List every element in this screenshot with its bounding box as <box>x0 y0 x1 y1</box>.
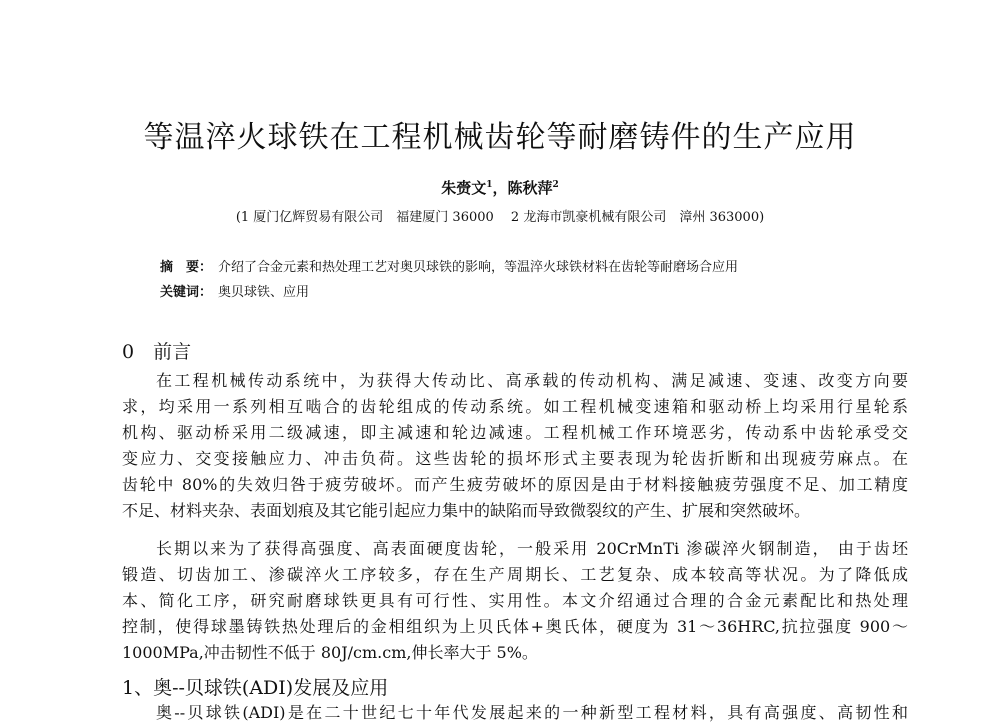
section-heading: 0 前言 <box>122 341 192 363</box>
text-line: 控制，使得球墨铸铁热处理后的金相组织为上贝氏体+奥氏体，硬度为 31～36HRC,抗拉强度 900～ <box>122 617 908 636</box>
affiliation-mark: 2 <box>552 180 559 190</box>
text-line: 变应力、交变接触应力、冲击负荷。这些齿轮的损坏形式主要表现为轮齿折断和出现疲劳麻点。在 <box>122 449 908 468</box>
keywords-label: 关键词： <box>160 285 213 300</box>
author-line <box>0 177 1000 198</box>
author-separator: ， <box>492 179 508 197</box>
affiliation: (1 厦门亿辉贸易有限公司 福建厦门 36000 2 龙海市凯豪机械有限公司 漳州 363000) <box>235 210 765 225</box>
affiliation-mark: 1 <box>486 180 493 190</box>
text-line: 长期以来为了获得高强度、高表面硬度齿轮，一般采用 20CrMnTi 渗碳淬火钢制造， 由于齿坯 <box>156 539 908 558</box>
paragraph <box>122 536 908 666</box>
text-line: 齿轮中 80%的失效归咎于疲劳破坏。而产生疲劳破坏的原因是由于材料接触疲劳强度不足、加工精度 <box>122 475 908 494</box>
keywords <box>160 281 309 300</box>
text-line: 求，均采用一系列相互啮合的齿轮组成的传动系统。如工程机械变速箱和驱动桥上均采用行星轮系 <box>122 397 908 416</box>
text-line: 不足、材料夹杂、表面划痕及其它能引起应力集中的缺陷而导致微裂纹的产生、扩展和突然破坏。 <box>122 501 811 520</box>
paragraph <box>122 368 908 524</box>
text-line: 本、简化工序，研究耐磨球铁更具有可行性、实用性。本文介绍通过合理的合金元素配比和热处理 <box>122 591 908 610</box>
section-heading: 1、奥--贝球铁(ADI)发展及应用 <box>122 677 389 699</box>
keywords-text: 奥贝球铁、应用 <box>218 285 310 300</box>
author-name: 朱赍文 <box>441 179 487 197</box>
text-line: 1000MPa,冲击韧性不低于 80J/cm.cm,伸长率大于 5%。 <box>122 643 538 662</box>
author-name: 陈秋萍 <box>507 179 553 197</box>
paper-title: 等温淬火球铁在工程机械齿轮等耐磨铸件的生产应用 <box>143 120 857 155</box>
abstract-label: 摘 要： <box>160 260 213 275</box>
text-line: 锻造、切齿加工、渗碳淬火工序较多，存在生产周期长、工艺复杂、成本较高等状况。为了降低成 <box>122 565 908 584</box>
abstract <box>160 256 738 275</box>
text-line: 奥--贝球铁(ADI)是在二十世纪七十年代发展起来的一种新型工程材料，具有高强度、高韧性和 <box>156 703 908 722</box>
abstract-text: 介绍了合金元素和热处理工艺对奥贝球铁的影响，等温淬火球铁材料在齿轮等耐磨场合应用 <box>218 260 739 275</box>
paragraph <box>122 700 908 726</box>
text-line: 在工程机械传动系统中，为获得大传动比、高承载的传动机构、满足减速、变速、改变方向要 <box>156 371 908 390</box>
text-line: 机构、驱动桥采用二级减速，即主减速和轮边减速。工程机械工作环境恶劣，传动系中齿轮承受交 <box>122 423 908 442</box>
